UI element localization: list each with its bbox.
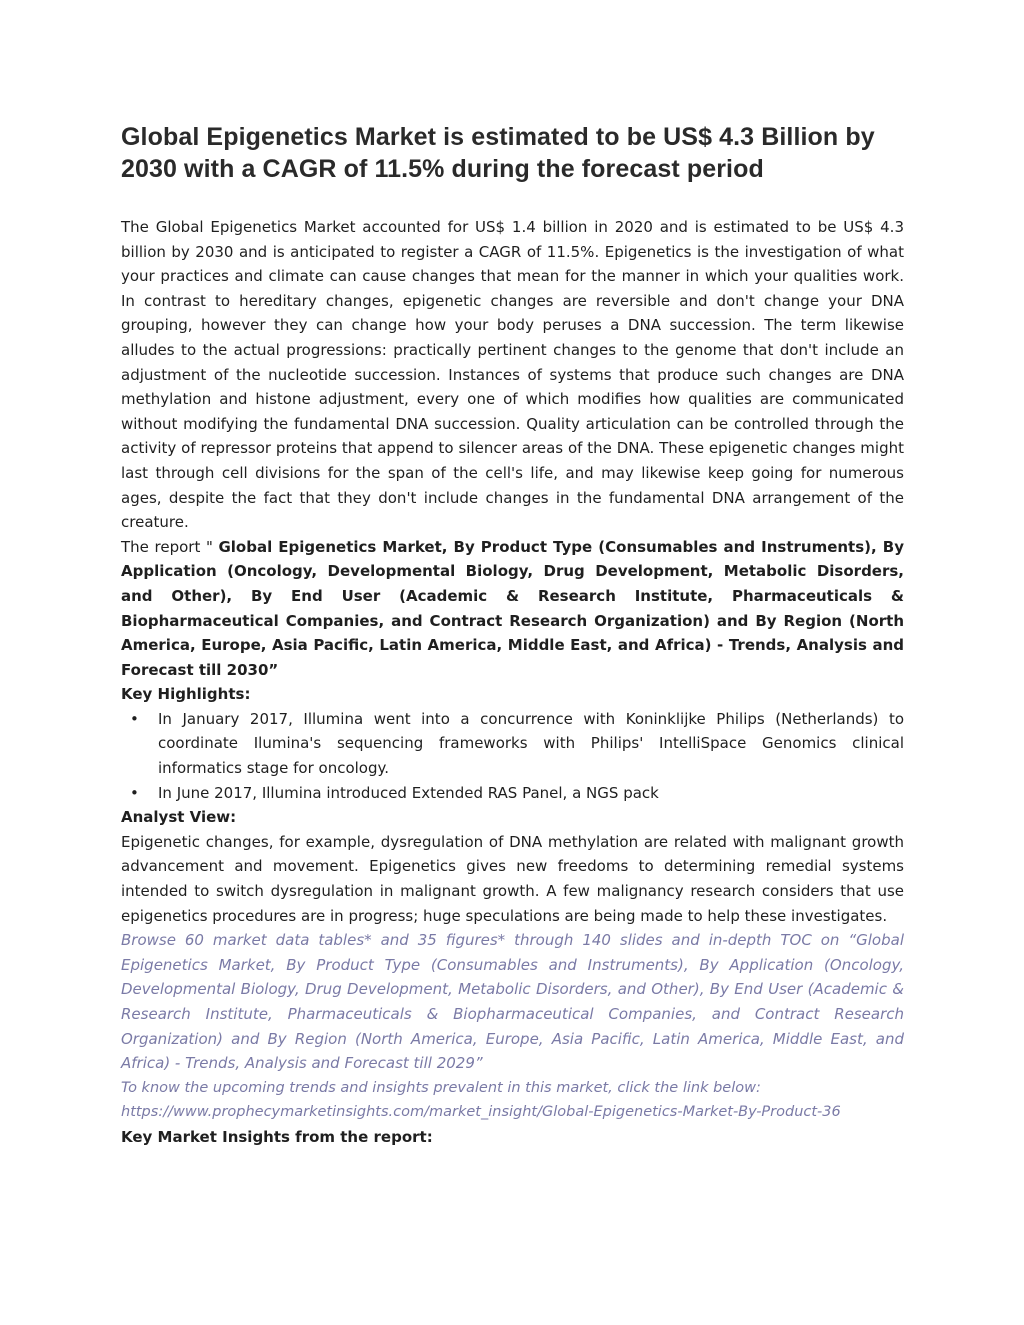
analyst-view-heading: Analyst View: (121, 808, 237, 827)
report-prefix: The report " (121, 537, 219, 556)
analyst-view-paragraph: Epigenetic changes, for example, dysregulation of DNA methylation are related with malignant growth advancement and movement. Epigenetics gives new freedoms to determining remedial systems intended to switch dysregulation in malignant growth. A few malignancy research considers that use epigenetics procedures are in progress; huge speculations are being made to help these investigates. (121, 832, 904, 925)
browse-report-link[interactable]: Browse 60 market data tables* and 35 figures* through 140 slides and in-depth TOC on “Global Epigenetics Market, By Product Type (Consumables and Instruments), By Application (Oncology, Developmental Biology, Drug Development, Metabolic Disorders, and Other), By End User (Academic & Research Institute, Pharmaceuticals & Biopharmaceutical Companies, and Contract Research Organization) and By Region (North America, Europe, Asia Pacific, Latin America, Middle East, and Africa) - Trends, Analysis and Forecast till 2029” (121, 931, 904, 1073)
list-item: • In June 2017, Illumina introduced Extended RAS Panel, a NGS pack (158, 781, 904, 806)
report-paragraph (121, 535, 904, 683)
report-url-link[interactable]: https://www.prophecymarketinsights.com/market_insight/Global-Epigenetics-Market-By-Product-36 (121, 1104, 841, 1121)
intro-paragraph: The Global Epigenetics Market accounted for US$ 1.4 billion in 2020 and is estimated to be US$ 4.3 billion by 2030 and is anticipated to register a CAGR of 11.5%. Epigenetics is the investigation of what your practices and climate can cause changes that mean for the manner in which your qualities work. In contrast to hereditary changes, epigenetic changes are reversible and don't change your DNA grouping, however they can change how your body peruses a DNA succession. The term likewise alludes to the actual progressions: practically pertinent changes to the genome that don't include an adjustment of the nucleotide succession. Instances of systems that produce such changes are DNA methylation and histone adjustment, every one of which modifies how qualities are communicated without modifying the fundamental DNA succession. Quality articulation can be controlled through the activity of repressor proteins that append to silencer areas of the DNA. These epigenetic changes might last through cell divisions for the span of the cell's life, and may likewise keep going for numerous ages, despite the fact that they don't include changes in the fundamental DNA arrangement of the creature. (121, 218, 904, 532)
key-insights-heading: Key Market Insights from the report: (121, 1127, 433, 1146)
highlights-list (121, 707, 904, 805)
list-item: • In January 2017, Illumina went into a concurrence with Koninklijke Philips (Netherlands) to coordinate Ilumina's sequencing frameworks with Philips' IntelliSpace Genomics clinical informatics stage for oncology. (158, 707, 904, 781)
key-highlights-heading: Key Highlights: (121, 685, 251, 704)
document-page (121, 121, 904, 1150)
document-title: Global Epigenetics Market is estimated to be US$ 4.3 Billion by 2030 with a CAGR of 11.5% during the forecast period (121, 123, 875, 183)
intro-section (121, 215, 904, 1150)
report-title: Global Epigenetics Market, By Product Type (Consumables and Instruments), By Application (Oncology, Developmental Biology, Drug Development, Metabolic Disorders, and Other), By End User (Academic & Research Institute, Pharmaceuticals & Biopharmaceutical Companies, and Contract Research Organization) and By Region (North America, Europe, Asia Pacific, Latin America, Middle East, and Africa) - Trends, Analysis and Forecast till 2030” (121, 537, 904, 679)
link-intro-text: To know the upcoming trends and insights prevalent in this market, click the link below: (121, 1079, 761, 1096)
